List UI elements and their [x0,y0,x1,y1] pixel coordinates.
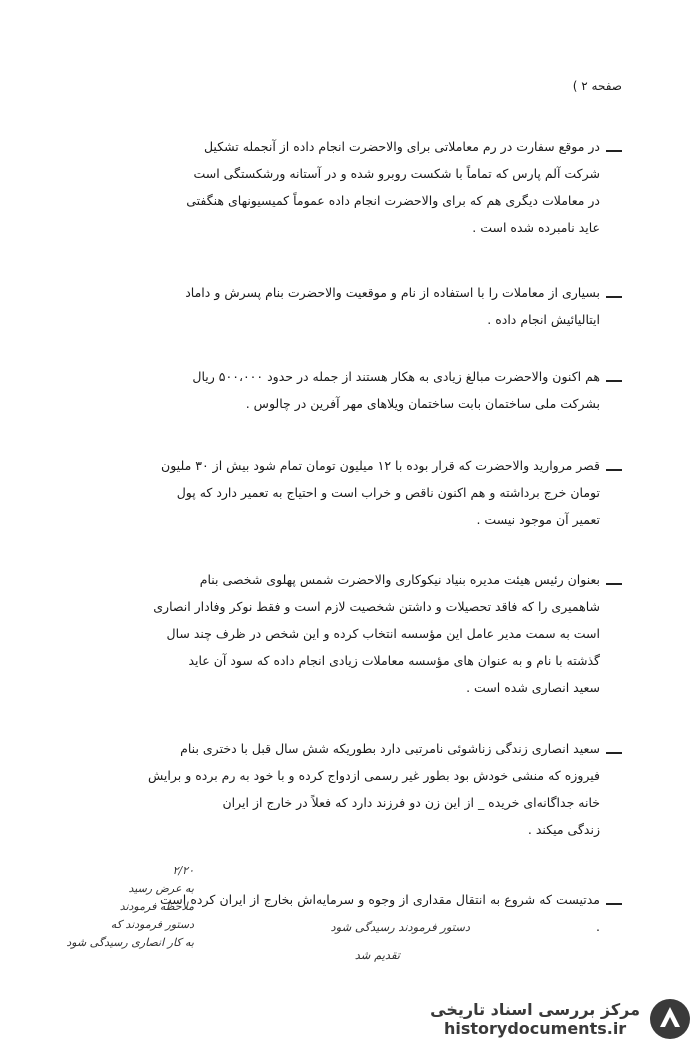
paragraph-6 [60,735,600,843]
bullet-dash [606,296,622,298]
archive-title: مرکز بررسی اسناد تاریخی [430,1000,640,1019]
handwritten-note-line: به عرض رسید [128,882,194,895]
paragraph-line: مدتیست که شروع به انتقال مقداری از وجوه و سرمایه‌اش بخارج از ایران کرده است . [160,892,600,934]
paragraph-line: بعنوان رئیس هیئت مدیره بنیاد نیکوکاری والاحضرت شمس پهلوی شخصی بنام [199,572,600,587]
paragraph-line: شرکت آلم پارس که تماماً با شکست روبرو شده و در آستانه ورشکستگی است [193,166,600,181]
paragraph-line: بسیاری از معاملات را با استفاده از نام و موقعیت والاحضرت بنام پسرش و داماد [185,285,600,300]
handwritten-bottom-line: دستور فرمودند رسیدگی شود [330,920,470,934]
paragraph-line: در موقع سفارت در رم معاملاتی برای والاحضرت انجام داده از آنجمله تشکیل [203,139,600,154]
bullet-dash [606,903,622,905]
handwritten-margin-notes [14,862,194,952]
paragraph-line: ایتالیائیش انجام داده . [487,312,600,327]
paragraph-line: هم اکنون والاحضرت مبالغ زیادی به هکار هستند از جمله در حدود ۵۰۰،۰۰۰ ریال [192,369,600,384]
handwritten-note-line: به کار انصاری رسیدگی شود [66,936,194,949]
handwritten-note-line: ۲/۲۰ [172,864,194,877]
paragraph-line: تومان خرج برداشته و هم اکنون ناقص و خراب است و احتیاج به تعمیر دارد که پول [176,485,600,500]
bullet-dash [606,583,622,585]
paragraph-3 [60,363,600,417]
paragraph-line: سعید انصاری زندگی زناشوئی نامرتبی دارد بطوریکه شش سال قبل با دختری بنام [180,741,600,756]
paragraph-line: عاید نامبرده شده است . [472,220,600,235]
paragraph-line: است به سمت مدیر عامل این مؤسسه انتخاب کرده و این شخص در ظرف چند سال [166,626,600,641]
page-number-label: صفحه ۲ ) [572,79,622,93]
paragraph-line: فیروزه که منشی خودش بود بطور غیر رسمی ازدواج کرده و با خود به رم برده و برایش [147,768,600,783]
handwritten-note-line: ملاحظه فرمودند [119,900,194,913]
paragraph-2 [60,279,600,333]
bullet-dash [606,469,622,471]
archive-url[interactable]: historydocuments.ir [443,1019,627,1038]
archive-logo [430,997,692,1041]
paragraph-line: خانه جداگانه‌ای خریده _ از این زن دو فرزند دارد که فعلاً در خارج از ایران [222,795,600,810]
paragraph-line: در معاملات دیگری هم که برای والاحضرت انجام داده عموماً کمیسیونهای هنگفتی [186,193,600,208]
handwritten-note-line: دستور فرمودند که [110,918,194,931]
paragraph-line: بشرکت ملی ساختمان بابت ساختمان ویلاهای مهر آفرین در چالوس . [245,396,600,411]
bullet-dash [606,752,622,754]
paragraph-line: زندگی میکند . [527,822,600,837]
paragraph-4 [60,452,600,533]
bullet-dash [606,150,622,152]
paragraph-line: شاهمیری را که فاقد تحصیلات و داشتن شخصیت لازم است و فقط نوکر وفادار انصاری [153,599,600,614]
handwritten-bottom-line: تقدیم شد [354,948,400,962]
archive-emblem-icon [648,997,692,1041]
paragraph-line: سعید انصاری شده است . [466,680,600,695]
paragraph-line: گذشته با نام و به عنوان های مؤسسه معاملات زیادی انجام داده که سود آن عاید [188,653,600,668]
bullet-dash [606,380,622,382]
paragraph-line: تعمیر آن موجود نیست . [476,512,600,527]
paragraph-1 [60,133,600,241]
paragraph-line: قصر مروارید والاحضرت که قرار بوده با ۱۲ میلیون تومان تمام شود بیش از ۳۰ ملیون [161,458,600,473]
paragraph-5 [60,566,600,701]
